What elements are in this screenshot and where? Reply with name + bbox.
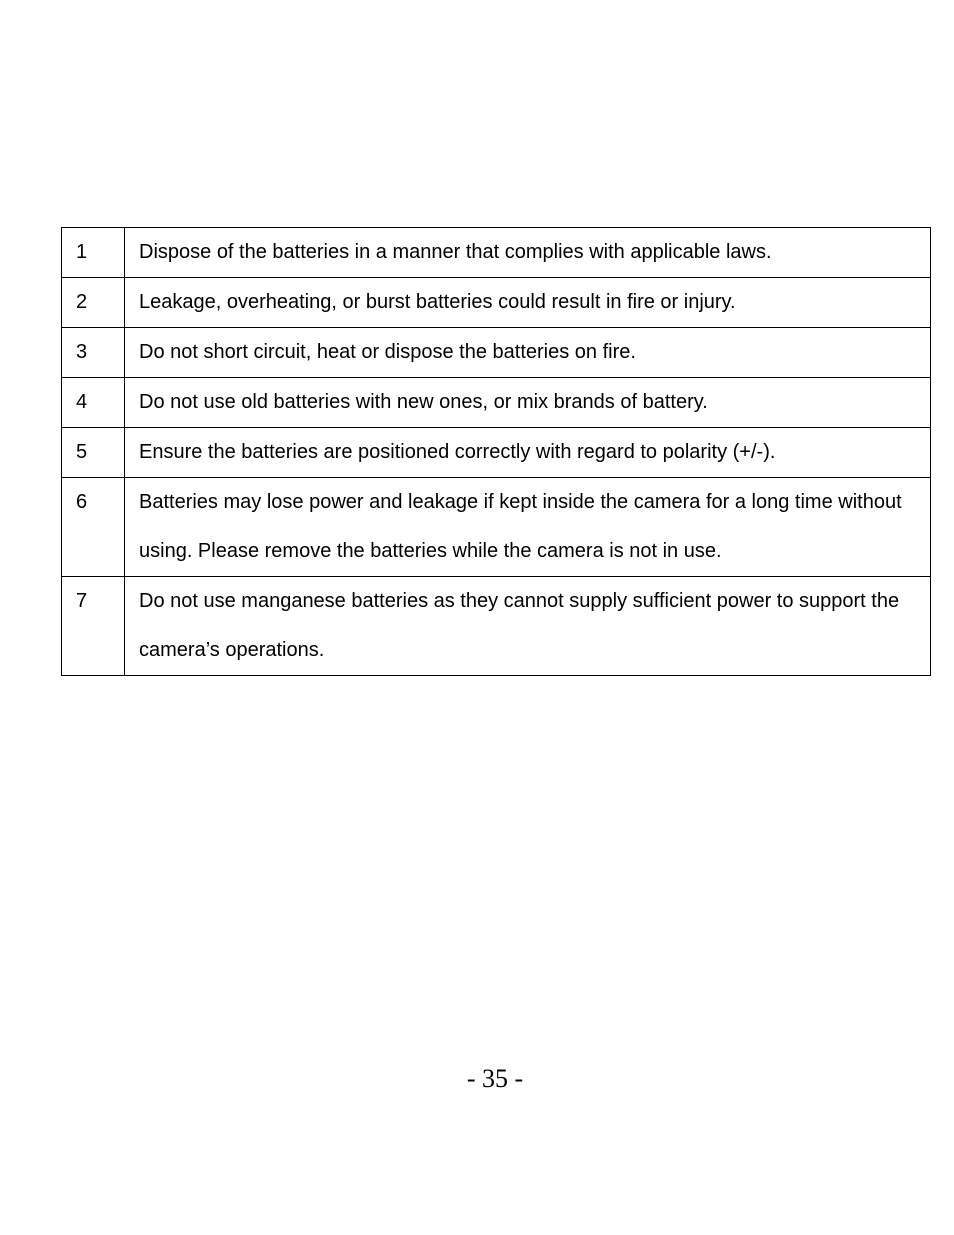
battery-precautions-table xyxy=(61,227,931,676)
row-text: Do not use manganese batteries as they cannot supply sufficient power to support the camera’s operations. xyxy=(125,577,931,676)
table-body xyxy=(62,228,931,676)
row-text: Leakage, overheating, or burst batteries could result in fire or injury. xyxy=(125,278,931,328)
row-number: 2 xyxy=(62,278,125,328)
table-row xyxy=(62,228,931,278)
table-row xyxy=(62,328,931,378)
table-row xyxy=(62,577,931,676)
row-number: 1 xyxy=(62,228,125,278)
table-row xyxy=(62,278,931,328)
row-text: Dispose of the batteries in a manner that complies with applicable laws. xyxy=(125,228,931,278)
row-text: Ensure the batteries are positioned correctly with regard to polarity (+/-). xyxy=(125,428,931,478)
row-number: 5 xyxy=(62,428,125,478)
row-number: 7 xyxy=(62,577,125,676)
table-row xyxy=(62,378,931,428)
page-number: - 35 - xyxy=(466,1064,524,1093)
table-row xyxy=(62,428,931,478)
table-row xyxy=(62,478,931,577)
row-number: 6 xyxy=(62,478,125,577)
row-number: 4 xyxy=(62,378,125,428)
row-text: Do not use old batteries with new ones, or mix brands of battery. xyxy=(125,378,931,428)
row-text: Batteries may lose power and leakage if kept inside the camera for a long time without using. Please remove the batteries while the camera is not in use. xyxy=(125,478,931,577)
row-number: 3 xyxy=(62,328,125,378)
row-text: Do not short circuit, heat or dispose the batteries on fire. xyxy=(125,328,931,378)
